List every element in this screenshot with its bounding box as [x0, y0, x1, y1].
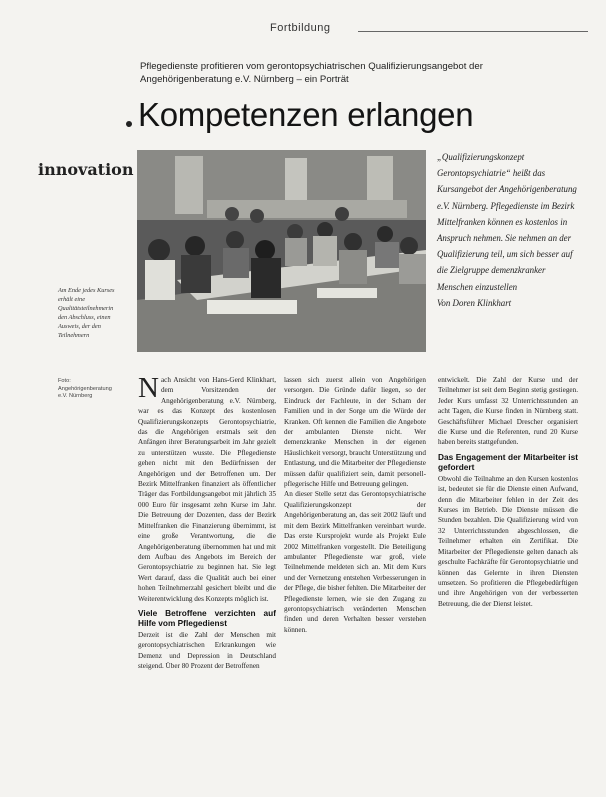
photo-caption: Am Ende jedes Kurses erhält eine Qualitätsteilnehmerin den Abschluss, einen Ausweis, der den Teilnehmern — [58, 287, 115, 339]
article-photo — [137, 150, 426, 352]
category-tag: innovation — [38, 160, 134, 179]
article-intro: Pflegedienste profitieren vom gerontopsychiatrischen Qualifizierungsangebot der Angehörigenberatung e.V. Nürnberg – ein Porträt — [140, 61, 483, 85]
body-column-2 — [284, 375, 426, 635]
body-paragraph: entwickelt. Die Zahl der Kurse und der Teilnehmer ist seit dem Beginn stetig gestiegen. Jeder Kurs umfasst 32 Unterrichtsstunden an acht Tagen, die Kurse finden in Nürnberg statt. Geschäftsführer Michael Drescher organisiert die Kurse und die Referenten, rund 20 Kurse haben bereits stattgefunden. — [438, 376, 578, 447]
classroom-photo — [137, 150, 426, 352]
subheading: Viele Betroffene verzichten auf Hilfe vom Pflegedienst — [138, 607, 276, 628]
body-paragraph: Obwohl die Teilnahme an den Kursen kostenlos ist, bedeutet sie für die Dienste einen Aufwand, denn die Mitarbeiter fehlen in der Zeit des Kurses im Betrieb. Die Dienste müssen die Stunden bezahlen. Die Qualifizierung wird von 32 Unterrichtsstunden abgeschlossen, die Teilnehmer erhalten ein Zertifikat. Die Mitarbeiter der Pflegedienste gelten danach als geschulte Fachkräfte für Gerontopsychiatrie und können das Gelernte in ihren Diensten umsetzen. So profitieren die Pflegebedürftigen und ihre Angehörigen von der verbesserten Betreuung, die der Dienst leistet. — [438, 474, 578, 608]
byline: Von Doren Klinkhart — [437, 297, 512, 308]
title-bullet — [126, 121, 132, 127]
pull-quote — [437, 149, 577, 311]
subheading: Das Engagement der Mitarbeiter ist gefordert — [438, 451, 578, 472]
photo-credit: Foto: Angehörigenberatung e.V. Nürnberg — [58, 378, 112, 399]
body-paragraph: lassen sich zuerst allein von Angehörigen versorgen. Die Gründe dafür liegen, so der Eindruck der Fachleute, in der Scham der Familien und in der Sorge um die Würde der Kranken. Oft kennen die Familien die Angebote der ambulanten Dienste nicht. Wer demenzkranke Menschen in der eigenen Häuslichkeit versorgt, braucht Unterstützung und Entlastung, und die Mitarbeiter der Pflegedienste müssen dafür qualifiziert sein, damit personell-pflegerische Hilfe und Betreuung gelingen. — [284, 376, 426, 489]
pull-quote-text: „Qualifizierungskonzept Gerontopsychiatrie“ heißt das Kursangebot der Angehörigenberatung e.V. Nürnberg. Pflegedienste im Bezirk Mittelfranken können es kostenlos in Anspruch nehmen. Sie nehmen an der Qualifizierung teil, um sich besser auf die Zielgruppe demenzkranker Menschen einzustellen — [437, 152, 577, 292]
body-paragraph: ach Ansicht von Hans-Gerd Klinkhart, dem Vorsitzenden der Angehörigenberatung e.V. Nürnberg, war es das Konzept des kostenlosen Qualifizierungskonzepts Gerontopsychiatrie, das die Angehörigen erstmals seit den Anfängen ihrer Beratungsarbeit im Jahr gezielt zu unterstützen wusste. Die Pflegedienste gehen nicht mit den Bedürfnissen der Angehörigen und der Betroffenen um. Der Bezirk Mittelfranken finanziert als öffentlicher Träger das Fortbildungsangebot mit jährlich 35 000 Euro für insgesamt zehn Kurse im Jahr. Die Betreuung der Dozenten, dass der Bezirk Mittelfranken die Finanzierung übernimmt, ist eine große Verantwortung, die die Angehörigenberatung übernommen hat und mit dem Aufbau des Angebots im Bereich der Gerontopsychiatrie zu beginnen hat. Sie legt Wert darauf, dass die Qualität auch bei einer hohen Teilnehmerzahl gesichert bleibt und die Weiterentwicklung des Konzepts möglich ist. — [138, 376, 276, 603]
article-title: Kompetenzen erlangen — [138, 96, 474, 133]
header-rule — [358, 31, 588, 32]
body-column-1 — [138, 375, 276, 672]
body-paragraph: Derzeit ist die Zahl der Menschen mit gerontopsychiatrischen Erkrankungen wie Demenz und Depression in Deutschland steigend. Über 80 Prozent der Betroffenen — [138, 630, 276, 671]
body-paragraph: An dieser Stelle setzt das Gerontopsychiatrische Qualifizierungskonzept der Angehörigenberatung an, das seit 2002 läuft und mit dem Bezirk Mittelfranken vereinbart wurde. Das erste Kursprojekt wurde als Projekt Eule 2002 Mittelfranken vorgestellt. Die Beteiligung ambulanter Pflegedienste war groß, viele Teilnehmende meldeten sich an. Mit dem Kurs und der Vernetzung entstehen Verbesserungen in der Pflege, die bisher fehlten. Die Mitarbeiter der Pflegedienste lernen, wie sie den Zugang zu gerontopsychiatrisch veränderten Menschen finden und deren Verhalten besser verstehen können. — [284, 490, 426, 634]
drop-cap: N — [138, 375, 159, 404]
section-label: Fortbildung — [270, 22, 331, 34]
body-column-3 — [438, 375, 578, 609]
